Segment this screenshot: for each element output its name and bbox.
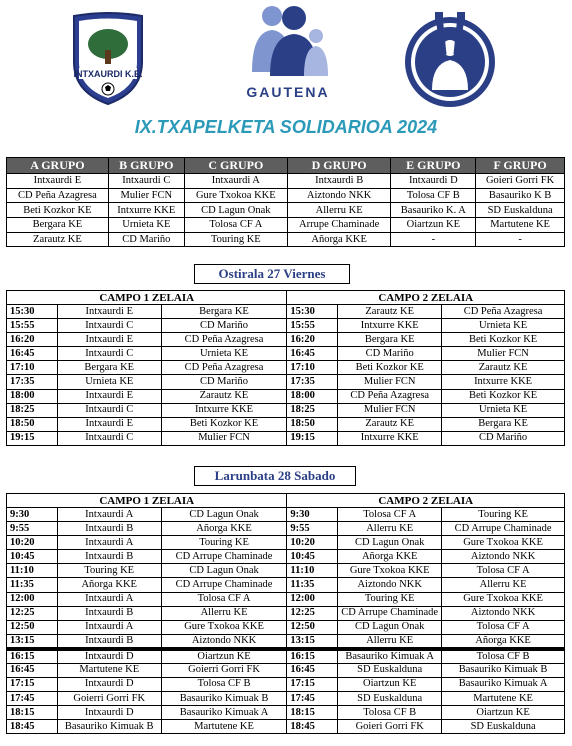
home-team: Martutene KE <box>57 663 161 677</box>
home-team: Intxaurdi E <box>57 305 161 319</box>
group-header: A GRUPO <box>7 158 109 174</box>
home-team: CD Arrupe Chaminade <box>338 606 442 620</box>
groups-row <box>7 203 565 218</box>
match-time: 9:30 <box>7 508 58 522</box>
match-time: 11:35 <box>287 578 338 592</box>
group-header: F GRUPO <box>476 158 565 174</box>
match-time: 16:45 <box>7 663 58 677</box>
match-time: 13:15 <box>7 634 58 649</box>
campo1-header: CAMPO 1 ZELAIA <box>7 291 287 305</box>
match-time: 18:45 <box>287 720 338 734</box>
home-team: Aiztondo NKK <box>338 578 442 592</box>
group-team-cell: - <box>391 232 476 247</box>
away-team: Zarautz KE <box>161 389 287 403</box>
home-team: Intxaurdi B <box>57 550 161 564</box>
gautena-logo <box>236 2 340 104</box>
group-team-cell: Gure Txokoa KKE <box>184 188 287 203</box>
match-time: 16:15 <box>7 649 58 664</box>
match-row <box>7 375 565 389</box>
home-team: SD Euskalduna <box>338 692 442 706</box>
away-team: Beti Kozkor KE <box>442 333 565 347</box>
group-team-cell: Intxaurdi D <box>391 174 476 189</box>
match-time: 16:45 <box>287 347 338 361</box>
group-team-cell: Intxaurdi A <box>184 174 287 189</box>
page-title: IX.TXAPELKETA SOLIDARIOA 2024 <box>134 117 438 137</box>
day-label-friday: Ostirala 27 Viernes <box>194 264 350 284</box>
match-row <box>7 403 565 417</box>
away-team: Tolosa CF A <box>442 620 565 634</box>
campo1-header: CAMPO 1 ZELAIA <box>7 494 287 508</box>
away-team: Beti Kozkor KE <box>161 417 287 431</box>
home-team: Goieri Gorri FK <box>338 720 442 734</box>
home-team: Intxaurdi E <box>57 417 161 431</box>
home-team: SD Euskalduna <box>338 663 442 677</box>
group-team-cell: Intxaurdi C <box>108 174 184 189</box>
group-team-cell: CD Mariño <box>108 232 184 247</box>
home-team: Goierri Gorri FK <box>57 692 161 706</box>
away-team: Gure Txokoa KKE <box>161 620 287 634</box>
away-team: SD Euskalduna <box>442 720 565 734</box>
home-team: Intxaurdi A <box>57 508 161 522</box>
group-header: E GRUPO <box>391 158 476 174</box>
group-team-cell: Touring KE <box>184 232 287 247</box>
home-team: Bergara KE <box>338 333 442 347</box>
match-time: 9:55 <box>7 522 58 536</box>
away-team: Aiztondo NKK <box>161 634 287 649</box>
group-team-cell: Zarautz KE <box>7 232 109 247</box>
away-team: Aiztondo NKK <box>442 606 565 620</box>
home-team: Intxaurdi D <box>57 649 161 664</box>
match-row <box>7 592 565 606</box>
away-team: CD Peña Azagresa <box>442 305 565 319</box>
away-team: CD Mariño <box>161 319 287 333</box>
away-team: Mulier FCN <box>161 431 287 445</box>
match-time: 12:25 <box>7 606 58 620</box>
match-time: 17:35 <box>7 375 58 389</box>
campo2-header: CAMPO 2 ZELAIA <box>287 494 565 508</box>
campo2-header: CAMPO 2 ZELAIA <box>287 291 565 305</box>
match-row <box>7 305 565 319</box>
match-time: 12:25 <box>287 606 338 620</box>
group-team-cell: Bergara KE <box>7 218 109 233</box>
away-team: Touring KE <box>161 536 287 550</box>
group-team-cell: Añorga KKE <box>287 232 391 247</box>
home-team: Zarautz KE <box>338 305 442 319</box>
home-team: Intxaurdi A <box>57 536 161 550</box>
match-time: 15:30 <box>7 305 58 319</box>
home-team: Mulier FCN <box>338 403 442 417</box>
group-team-cell: Mulier FCN <box>108 188 184 203</box>
match-time: 10:20 <box>287 536 338 550</box>
away-team: Basauriko Kimuak B <box>161 692 287 706</box>
away-team: Allerru KE <box>161 606 287 620</box>
home-team: CD Lagun Onak <box>338 536 442 550</box>
away-team: Urnieta KE <box>161 347 287 361</box>
home-team: Intxaurdi C <box>57 319 161 333</box>
away-team: Gure Txokoa KKE <box>442 536 565 550</box>
away-team: Zarautz KE <box>442 361 565 375</box>
groups-table <box>6 157 565 247</box>
home-team: Intxaurdi E <box>57 389 161 403</box>
match-time: 18:25 <box>7 403 58 417</box>
home-team: Añorga KKE <box>338 550 442 564</box>
match-row <box>7 692 565 706</box>
home-team: Basauriko Kimuak B <box>57 720 161 734</box>
home-team: Gure Txokoa KKE <box>338 564 442 578</box>
home-team: Allerru KE <box>338 522 442 536</box>
match-row <box>7 578 565 592</box>
match-time: 9:30 <box>287 508 338 522</box>
group-team-cell: Basauriko K. A <box>391 203 476 218</box>
match-row <box>7 564 565 578</box>
away-team: Beti Kozkor KE <box>442 389 565 403</box>
match-time: 18:00 <box>287 389 338 403</box>
group-team-cell: Arrupe Chaminade <box>287 218 391 233</box>
away-team: CD Peña Azagresa <box>161 361 287 375</box>
group-team-cell: Goieri Gorri FK <box>476 174 565 189</box>
home-team: Añorga KKE <box>57 578 161 592</box>
match-time: 9:55 <box>287 522 338 536</box>
match-time: 16:45 <box>7 347 58 361</box>
group-header: D GRUPO <box>287 158 391 174</box>
home-team: Intxaurdi A <box>57 620 161 634</box>
away-team: Martutene KE <box>161 720 287 734</box>
group-team-cell: Beti Kozkor KE <box>7 203 109 218</box>
home-team: CD Lagun Onak <box>338 620 442 634</box>
group-team-cell: - <box>476 232 565 247</box>
home-team: Beti Kozkor KE <box>338 361 442 375</box>
away-team: Tolosa CF B <box>442 649 565 664</box>
match-time: 18:15 <box>7 706 58 720</box>
match-time: 16:20 <box>7 333 58 347</box>
match-time: 16:15 <box>287 649 338 664</box>
group-team-cell: Intxurre KKE <box>108 203 184 218</box>
match-row <box>7 508 565 522</box>
match-row <box>7 720 565 734</box>
away-team: Tolosa CF A <box>161 592 287 606</box>
away-team: Intxurre KKE <box>161 403 287 417</box>
match-row <box>7 319 565 333</box>
group-team-cell: Allerru KE <box>287 203 391 218</box>
group-team-cell: CD Peña Azagresa <box>7 188 109 203</box>
away-team: CD Peña Azagresa <box>161 333 287 347</box>
match-time: 15:55 <box>287 319 338 333</box>
home-team: Intxaurdi D <box>57 677 161 691</box>
group-team-cell: Tolosa CF B <box>391 188 476 203</box>
home-team: Tolosa CF A <box>338 508 442 522</box>
home-team: Intxaurdi B <box>57 634 161 649</box>
away-team: Añorga KKE <box>442 634 565 649</box>
home-team: Intxaurdi B <box>57 606 161 620</box>
groups-row <box>7 232 565 247</box>
home-team: Urnieta KE <box>57 375 161 389</box>
home-team: Oiartzun KE <box>338 677 442 691</box>
home-team: Intxurre KKE <box>338 319 442 333</box>
match-time: 16:45 <box>287 663 338 677</box>
match-time: 18:50 <box>287 417 338 431</box>
group-team-cell: Basauriko K B <box>476 188 565 203</box>
away-team: Aiztondo NKK <box>442 550 565 564</box>
home-team: Intxaurdi E <box>57 333 161 347</box>
match-row <box>7 706 565 720</box>
away-team: Mulier FCN <box>442 347 565 361</box>
match-time: 17:15 <box>287 677 338 691</box>
away-team: Tolosa CF A <box>442 564 565 578</box>
match-row <box>7 522 565 536</box>
group-team-cell: Aiztondo NKK <box>287 188 391 203</box>
match-row <box>7 333 565 347</box>
match-time: 15:30 <box>287 305 338 319</box>
group-team-cell: Oiartzun KE <box>391 218 476 233</box>
group-team-cell: Intxaurdi B <box>287 174 391 189</box>
away-team: CD Lagun Onak <box>161 508 287 522</box>
home-team: Bergara KE <box>57 361 161 375</box>
match-time: 15:55 <box>7 319 58 333</box>
match-row <box>7 347 565 361</box>
match-row <box>7 389 565 403</box>
home-team: Intxurre KKE <box>338 431 442 445</box>
match-row <box>7 620 565 634</box>
referee-circle-logo <box>402 8 498 108</box>
home-team: Intxaurdi B <box>57 522 161 536</box>
match-row <box>7 634 565 649</box>
away-team: Urnieta KE <box>442 403 565 417</box>
group-team-cell: Martutene KE <box>476 218 565 233</box>
away-team: Allerru KE <box>442 578 565 592</box>
away-team: Urnieta KE <box>442 319 565 333</box>
away-team: Intxurre KKE <box>442 375 565 389</box>
away-team: Basauriko Kimuak A <box>161 706 287 720</box>
match-time: 12:00 <box>287 592 338 606</box>
group-header: B GRUPO <box>108 158 184 174</box>
campo-header-row <box>7 291 565 305</box>
intxaurdi-shield-logo <box>68 10 148 106</box>
groups-row <box>7 188 565 203</box>
away-team: Basauriko Kimuak B <box>442 663 565 677</box>
groups-row <box>7 218 565 233</box>
match-time: 12:50 <box>287 620 338 634</box>
home-team: Intxaurdi C <box>57 431 161 445</box>
group-team-cell: Tolosa CF A <box>184 218 287 233</box>
match-time: 11:10 <box>7 564 58 578</box>
groups-header-row <box>7 158 565 174</box>
match-time: 17:10 <box>287 361 338 375</box>
home-team: Zarautz KE <box>338 417 442 431</box>
away-team: Añorga KKE <box>161 522 287 536</box>
home-team: CD Peña Azagresa <box>338 389 442 403</box>
match-time: 17:15 <box>7 677 58 691</box>
match-row <box>7 606 565 620</box>
match-time: 18:25 <box>287 403 338 417</box>
match-time: 17:10 <box>7 361 58 375</box>
campo-header-row <box>7 494 565 508</box>
away-team: Oiartzun KE <box>442 706 565 720</box>
match-time: 12:50 <box>7 620 58 634</box>
match-row <box>7 536 565 550</box>
home-team: Intxaurdi D <box>57 706 161 720</box>
home-team: Tolosa CF B <box>338 706 442 720</box>
home-team: CD Mariño <box>338 347 442 361</box>
match-row <box>7 649 565 664</box>
home-team: Mulier FCN <box>338 375 442 389</box>
intxaurdi-logo-text: INTXAURDI K.E. <box>73 69 143 79</box>
away-team: CD Mariño <box>442 431 565 445</box>
away-team: Basauriko Kimuak A <box>442 677 565 691</box>
match-time: 13:15 <box>287 634 338 649</box>
home-team: Touring KE <box>338 592 442 606</box>
match-time: 11:35 <box>7 578 58 592</box>
home-team: Touring KE <box>57 564 161 578</box>
away-team: CD Arrupe Chaminade <box>442 522 565 536</box>
match-row <box>7 417 565 431</box>
match-row <box>7 550 565 564</box>
match-time: 19:15 <box>7 431 58 445</box>
match-time: 11:10 <box>287 564 338 578</box>
match-time: 10:45 <box>7 550 58 564</box>
away-team: Martutene KE <box>442 692 565 706</box>
group-team-cell: Intxaurdi E <box>7 174 109 189</box>
match-time: 10:45 <box>287 550 338 564</box>
match-time: 16:20 <box>287 333 338 347</box>
match-time: 18:15 <box>287 706 338 720</box>
away-team: CD Arrupe Chaminade <box>161 550 287 564</box>
match-time: 18:45 <box>7 720 58 734</box>
away-team: Bergara KE <box>442 417 565 431</box>
match-time: 17:45 <box>287 692 338 706</box>
away-team: Tolosa CF B <box>161 677 287 691</box>
away-team: Touring KE <box>442 508 565 522</box>
match-time: 18:50 <box>7 417 58 431</box>
away-team: CD Arrupe Chaminade <box>161 578 287 592</box>
match-time: 19:15 <box>287 431 338 445</box>
match-time: 18:00 <box>7 389 58 403</box>
group-header: C GRUPO <box>184 158 287 174</box>
away-team: CD Mariño <box>161 375 287 389</box>
gautena-figures-icon <box>236 2 340 82</box>
match-time: 17:45 <box>7 692 58 706</box>
away-team: Gure Txokoa KKE <box>442 592 565 606</box>
away-team: Bergara KE <box>161 305 287 319</box>
group-team-cell: CD Lagun Onak <box>184 203 287 218</box>
match-row <box>7 677 565 691</box>
away-team: Goierri Gorri FK <box>161 663 287 677</box>
away-team: CD Lagun Onak <box>161 564 287 578</box>
match-time: 10:20 <box>7 536 58 550</box>
match-row <box>7 663 565 677</box>
saturday-schedule-table <box>6 493 565 734</box>
match-time: 17:35 <box>287 375 338 389</box>
home-team: Allerru KE <box>338 634 442 649</box>
home-team: Basauriko Kimuak A <box>338 649 442 664</box>
home-team: Intxaurdi C <box>57 347 161 361</box>
gautena-text: GAUTENA <box>246 84 330 100</box>
group-team-cell: Urnieta KE <box>108 218 184 233</box>
logos-banner <box>0 0 572 112</box>
groups-row <box>7 174 565 189</box>
friday-schedule-table <box>6 290 565 446</box>
away-team: Oiartzun KE <box>161 649 287 664</box>
day-label-saturday: Larunbata 28 Sabado <box>194 466 356 486</box>
match-time: 12:00 <box>7 592 58 606</box>
match-row <box>7 431 565 445</box>
group-team-cell: SD Euskalduna <box>476 203 565 218</box>
home-team: Intxaurdi A <box>57 592 161 606</box>
home-team: Intxaurdi C <box>57 403 161 417</box>
match-row <box>7 361 565 375</box>
